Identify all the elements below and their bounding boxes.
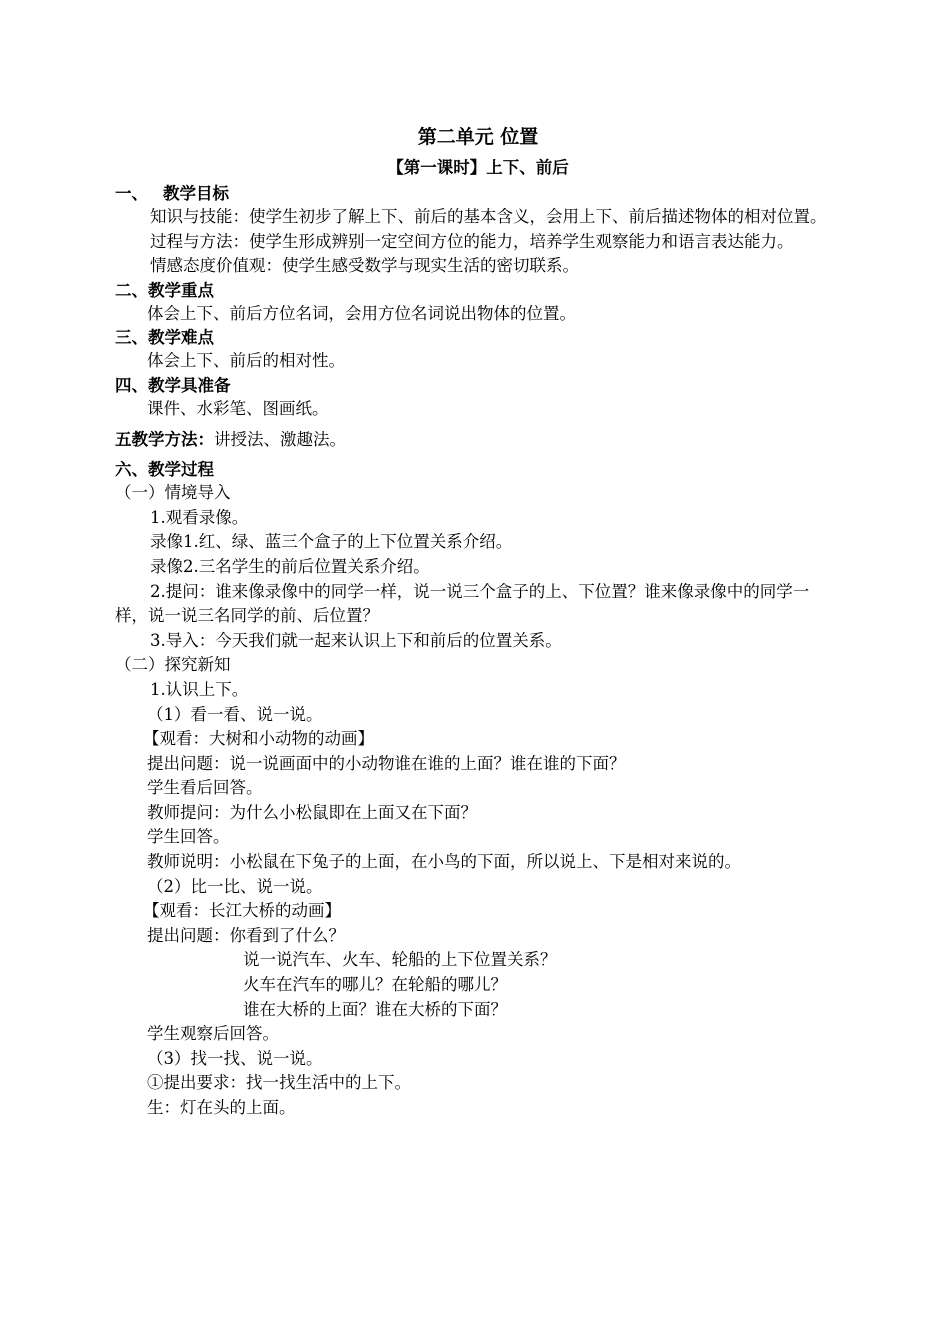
list-item: 提出问题：说一说画面中的小动物谁在谁的上面？谁在谁的下面？ <box>147 753 626 773</box>
list-item: ①提出要求：找一找生活中的上下。 <box>147 1073 411 1093</box>
paragraph-difficulties: 体会上下、前后的相对性。 <box>147 351 345 371</box>
paragraph-materials: 课件、水彩笔、图画纸。 <box>147 398 329 418</box>
list-item: 教师提问：为什么小松鼠即在上面又在下面？ <box>147 802 477 822</box>
paragraph-process-method: 过程与方法：使学生形成辨别一定空间方位的能力，培养学生观察能力和语言表达能力。 <box>150 231 794 251</box>
list-item: 生：灯在头的上面。 <box>147 1098 296 1117</box>
section-heading-process: 六、教学过程 <box>115 460 214 480</box>
teaching-methods-label: 五教学方法： <box>115 429 214 449</box>
paragraph-teaching-methods <box>115 428 835 453</box>
section-heading-difficulties: 三、教学难点 <box>115 328 214 348</box>
list-item: 学生回答。 <box>147 827 230 847</box>
list-item: （1）看一看、说一说。 <box>147 704 323 724</box>
teaching-methods-text: 讲授法、激趣法。 <box>214 429 346 449</box>
list-item: 学生观察后回答。 <box>147 1024 279 1044</box>
paragraph-key-points: 体会上下、前后方位名词，会用方位名词说出物体的位置。 <box>147 303 576 323</box>
list-item: 教师说明：小松鼠在下兔子的上面，在小鸟的下面，所以说上、下是相对来说的。 <box>147 852 741 872</box>
list-item: 录像2.三名学生的前后位置关系介绍。 <box>150 556 430 576</box>
list-item: 学生看后回答。 <box>147 778 263 798</box>
section-heading-text: 教学目标 <box>163 184 229 203</box>
paragraph-attitude-values: 情感态度价值观：使学生感受数学与现实生活的密切联系。 <box>150 256 579 276</box>
list-item: 提出问题：你看到了什么？ <box>147 925 345 945</box>
document-body <box>115 120 835 1121</box>
section-heading-materials: 四、教学具准备 <box>115 375 231 395</box>
section-heading-key-points: 二、教学重点 <box>115 280 214 300</box>
subsection-explore: （二）探究新知 <box>115 655 231 675</box>
paragraph-knowledge-skills: 知识与技能：使学生初步了解上下、前后的基本含义，会用上下、前后描述物体的相对位置。 <box>150 207 827 226</box>
list-item: 谁在大桥的上面？谁在大桥的下面？ <box>243 999 507 1019</box>
list-item: （2）比一比、说一说。 <box>147 876 323 896</box>
list-item: 【观看：长江大桥的动画】 <box>143 901 341 921</box>
list-item: 火车在汽车的哪儿？在轮船的哪儿？ <box>243 975 507 995</box>
list-item: 1.认识上下。 <box>150 679 249 699</box>
page-title: 第二单元 位置 <box>417 126 539 148</box>
subsection-intro: （一）情境导入 <box>115 483 231 503</box>
list-item: 3.导入：今天我们就一起来认识上下和前后的位置关系。 <box>150 630 562 650</box>
list-item: 录像1.红、绿、蓝三个盒子的上下位置关系介绍。 <box>150 532 513 552</box>
list-item: 2.提问：谁来像录像中的同学一样，说一说三个盒子的上、下位置？谁来像录像中的同学一样，说一说三名同学的前、后位置？ <box>115 581 810 626</box>
section-number: 一、 <box>115 184 148 203</box>
list-item: 【观看：大树和小动物的动画】 <box>143 729 374 749</box>
list-item: （3）找一找、说一说。 <box>147 1048 323 1068</box>
list-item: 说一说汽车、火车、轮船的上下位置关系？ <box>243 950 557 970</box>
list-item: 1.观看录像。 <box>150 507 249 527</box>
section-heading-objectives <box>115 182 835 205</box>
lesson-subtitle: 【第一课时】上下、前后 <box>387 158 569 177</box>
